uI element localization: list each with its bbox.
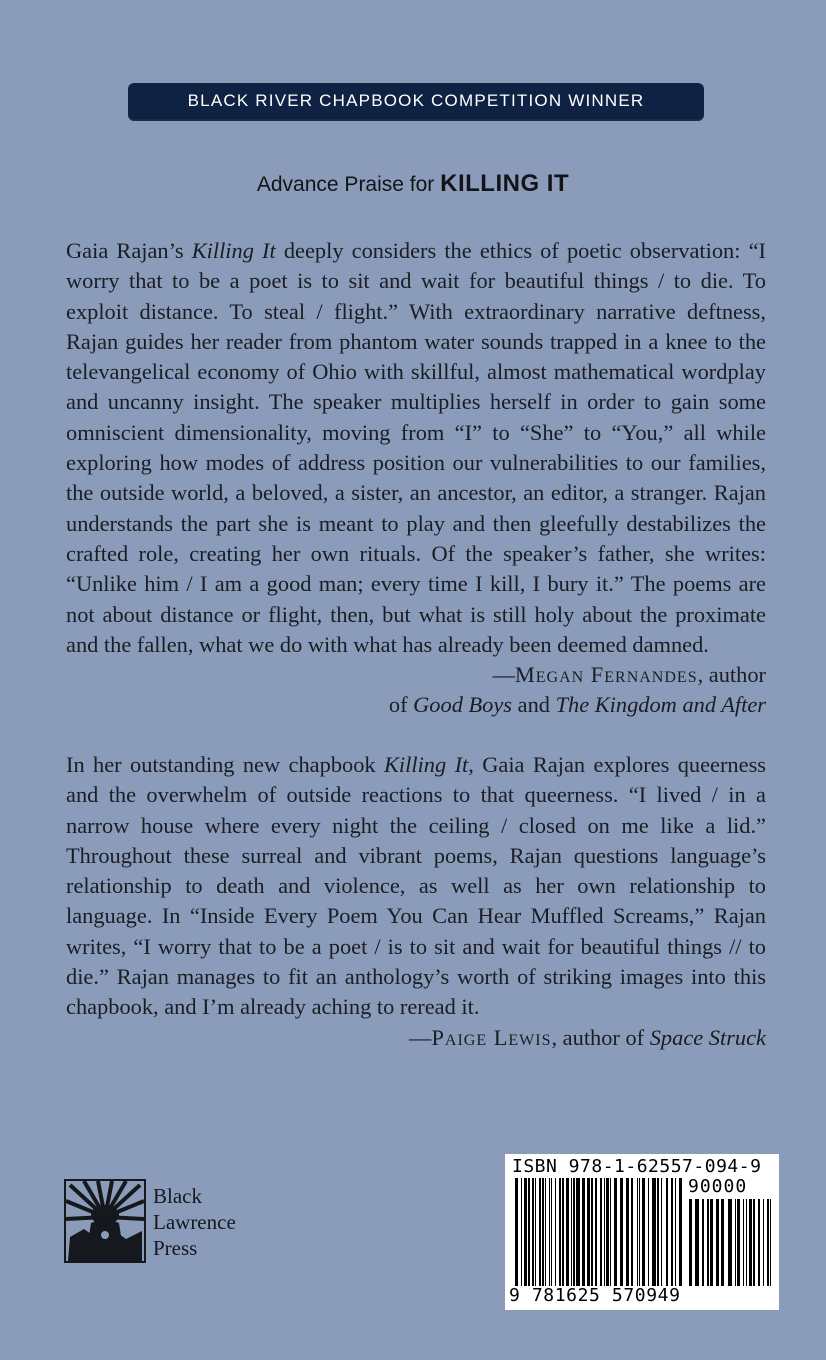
- barcode-bar: [595, 1178, 597, 1286]
- barcode-bar: [675, 1178, 676, 1286]
- barcode-bar: [770, 1199, 771, 1286]
- credit-lewis: [66, 1023, 766, 1053]
- credit2-book: Space Struck: [649, 1025, 766, 1050]
- barcode-bar: [532, 1178, 534, 1286]
- credit1-book2: The Kingdom and After: [555, 692, 766, 718]
- barcode-bar: [521, 1178, 522, 1286]
- barcode-bar: [555, 1178, 556, 1286]
- blurb1-text-b: deeply considers the ethics of poetic observation: “I worry that to be a poet is to sit and wait for beautiful things / to die. To exploit distance. To steal / flight.” With extraordinary narrative deftness, Rajan guides her reader from phantom water sounds trapped in a knee to the televangelical economy of Ohio with skillful, almost mathematical wordplay and uncanny insight. The speaker multiplies herself in order to gain some omniscient dimensionality, moving from “I” to “She” to “You,” all while exploring how modes of address position our vulnerabilities to our families, the outside world, a beloved, a sister, an ancestor, an editor, a stranger. Rajan understands the part she is meant to play and then gleefully destabilizes the crafted role, creating her own rituals. Of the speaker’s father, she writes: “Unlike him / I am a good man; every time I kill, I bury it.” The poems are not about distance or flight, then, but what is still holy about the proximate and the fallen, what we do with what has already been deemed damned.: [66, 238, 766, 657]
- barcode-bar: [648, 1178, 649, 1286]
- blurb-fernandes: [66, 236, 766, 660]
- barcode-bar: [746, 1199, 747, 1286]
- barcode-bar: [604, 1178, 605, 1286]
- barcode-bar: [573, 1178, 575, 1286]
- barcode-bar: [545, 1178, 546, 1286]
- barcode-bar: [620, 1178, 623, 1286]
- blurb-lewis: [66, 750, 766, 1023]
- ean-number: 9 781625 570949: [509, 1285, 681, 1306]
- barcode-bar: [549, 1178, 550, 1286]
- barcode-bar: [610, 1178, 611, 1286]
- praise-heading-title: KILLING IT: [440, 170, 570, 197]
- barcode-bar: [639, 1178, 640, 1286]
- praise-heading: [0, 170, 826, 198]
- barcode-bar: [551, 1178, 552, 1286]
- barcode-bar: [614, 1178, 617, 1286]
- blurb1-text-a: Gaia Rajan’s: [66, 238, 192, 263]
- barcode-bar: [652, 1178, 656, 1286]
- barcode-bar: [721, 1199, 724, 1286]
- publisher-name: [153, 1183, 236, 1261]
- barcode-bar: [559, 1178, 561, 1286]
- barcode-bar: [695, 1199, 699, 1286]
- addon-barcode-bars: [689, 1199, 771, 1286]
- blurb2-text-a: In her outstanding new chapbook: [66, 752, 384, 777]
- isbn-number: ISBN 978-1-62557-094-9: [512, 1156, 762, 1177]
- credit-fernandes: [66, 660, 766, 721]
- barcode-bar: [737, 1199, 740, 1286]
- barcode-bar: [661, 1178, 662, 1286]
- barcode-bar: [528, 1178, 530, 1286]
- credit1-author: , author: [697, 662, 766, 687]
- barcode-bar: [637, 1178, 638, 1286]
- barcode-bar: [591, 1178, 593, 1286]
- barcode-bar: [671, 1178, 673, 1286]
- barcode-bar: [767, 1199, 769, 1286]
- credit2-name: Paige Lewis: [431, 1025, 552, 1050]
- barcode-bar: [702, 1199, 704, 1286]
- barcode-bar: [707, 1199, 709, 1286]
- barcode-bar: [600, 1178, 602, 1286]
- credit1-name: Megan Fernandes: [514, 662, 698, 687]
- credit1-line2: [66, 690, 766, 720]
- credit1-book1: Good Boys: [413, 692, 513, 718]
- barcode-bar: [689, 1199, 692, 1286]
- barcode-bar: [535, 1178, 536, 1286]
- ean-barcode-bars: [515, 1178, 683, 1286]
- publisher-name-line1: Black: [153, 1184, 202, 1208]
- barcode-bar: [566, 1178, 569, 1286]
- barcode-bar: [763, 1199, 764, 1286]
- barcode-bar: [735, 1199, 736, 1286]
- barcode-bar: [562, 1178, 564, 1286]
- competition-winner-banner: [128, 83, 704, 119]
- credit1-line1: [66, 660, 766, 690]
- publisher-name-line2: Lawrence: [153, 1210, 236, 1234]
- publisher-logo: [64, 1179, 264, 1265]
- price-code: 90000: [688, 1176, 748, 1197]
- barcode-bar: [710, 1199, 713, 1286]
- barcode-bar: [728, 1199, 732, 1286]
- barcode-bar: [749, 1199, 752, 1286]
- barcode-bar: [542, 1178, 544, 1286]
- barcode-bar: [743, 1199, 744, 1286]
- barcode-bar: [606, 1178, 609, 1286]
- credit2-dash: —: [409, 1025, 432, 1050]
- barcode-bar: [587, 1178, 590, 1286]
- blurb2-book-title: Killing It: [383, 752, 469, 777]
- barcode-bar: [758, 1199, 760, 1286]
- banner-label: BLACK RIVER CHAPBOOK COMPETITION WINNER: [187, 91, 645, 110]
- barcode-bar: [666, 1178, 668, 1286]
- credit2-author: , author of: [551, 1025, 650, 1050]
- barcode-bar: [753, 1199, 755, 1286]
- credit1-of: of: [388, 692, 414, 718]
- barcode-bar: [716, 1199, 719, 1286]
- barcode-bar: [657, 1178, 659, 1286]
- barcode-bar: [576, 1178, 580, 1286]
- publisher-name-line3: Press: [153, 1236, 198, 1260]
- blurb1-book-title: Killing It: [191, 238, 276, 263]
- barcode-bar: [539, 1178, 541, 1286]
- credit1-dash: —: [492, 662, 515, 687]
- praise-heading-prefix: Advance Praise for: [256, 173, 441, 196]
- barcode-bar: [626, 1178, 629, 1286]
- barcode-bar: [515, 1178, 518, 1286]
- sunburst-figure-icon: [64, 1179, 146, 1263]
- credit1-and: and: [512, 692, 556, 718]
- blurb2-text-b: , Gaia Rajan explores queerness and the overwhelm of outside reactions to that queerness. “I lived / in a narrow house where every night the ceiling / closed on me like a lid.” Throughout these surreal and vibrant poems, Rajan questions language’s relationship to death and violence, as well as her own relationship to language. In “Inside Every Poem You Can Hear Muffled Screams,” Rajan writes, “I worry that to be a poet / is to sit and wait for beautiful things // to die.” Rajan manages to fit an anthology’s worth of striking images into this chapbook, and I’m already aching to reread it.: [66, 752, 766, 1020]
- barcode-bar: [524, 1178, 527, 1286]
- isbn-barcode: [505, 1154, 779, 1310]
- barcode-bar: [631, 1178, 633, 1286]
- barcode-bar: [571, 1178, 572, 1286]
- barcode-bar: [582, 1178, 585, 1286]
- barcode-bar: [642, 1178, 645, 1286]
- barcode-bar: [679, 1178, 682, 1286]
